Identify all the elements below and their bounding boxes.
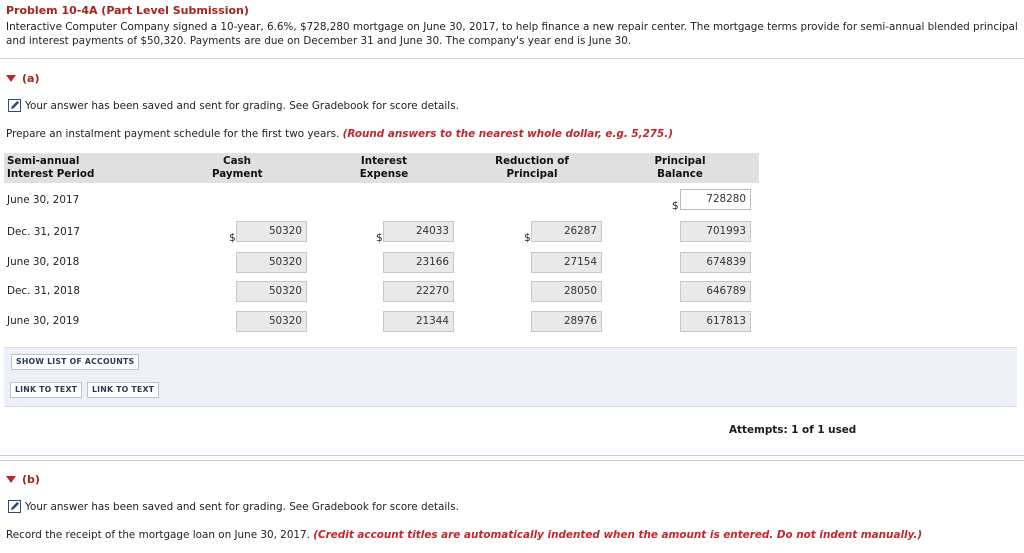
balance-input[interactable]: 674839 (680, 252, 751, 273)
interest-expense-input[interactable]: 23166 (383, 252, 454, 273)
currency-sign: $ (229, 232, 236, 244)
principal-reduction-input[interactable]: 27154 (531, 252, 602, 273)
divider (0, 58, 1024, 59)
col-header-period: Semi-annual Interest Period (7, 155, 95, 180)
instruction-a-note: (Round answers to the nearest whole dollar, e.g. 5,275.) (342, 128, 673, 140)
link-to-text-button[interactable]: LINK TO TEXT (10, 382, 82, 398)
principal-reduction-input[interactable]: 28976 (531, 311, 602, 332)
currency-sign: $ (376, 232, 383, 244)
schedule-table-header (4, 153, 759, 183)
divider (0, 455, 1024, 456)
problem-title: Problem 10-4A (Part Level Submission) (6, 4, 249, 17)
balance-input[interactable]: 617813 (680, 311, 751, 332)
part-a-label: (a) (22, 72, 40, 85)
part-a-toggle[interactable] (6, 72, 39, 85)
col-header-balance: Principal Balance (654, 155, 706, 180)
col-header-interest: Interest Expense (359, 155, 409, 180)
cash-payment-input[interactable]: 50320 (236, 281, 307, 302)
row-period: June 30, 2017 (7, 194, 80, 206)
col-header-reduction: Reduction of Principal (495, 155, 569, 180)
edit-pencil-icon (8, 500, 22, 513)
edit-pencil-icon (8, 99, 22, 112)
balance-input[interactable]: 646789 (680, 281, 751, 302)
instruction-a-text: Prepare an instalment payment schedule for the first two years. (6, 128, 340, 140)
saved-notice-a (8, 99, 459, 112)
currency-sign: $ (672, 200, 679, 212)
row-period: June 30, 2018 (7, 256, 80, 268)
resources-panel (4, 347, 1017, 407)
show-list-of-accounts-button[interactable]: SHOW LIST OF ACCOUNTS (11, 354, 139, 370)
balance-input[interactable]: 728280 (680, 189, 751, 210)
interest-expense-input[interactable]: 21344 (383, 311, 454, 332)
currency-sign: $ (524, 232, 531, 244)
principal-reduction-input[interactable]: 26287 (531, 221, 602, 242)
collapse-triangle-icon (6, 476, 16, 483)
divider (0, 460, 1024, 461)
balance-input[interactable]: 701993 (680, 221, 751, 242)
interest-expense-input[interactable]: 22270 (383, 281, 454, 302)
part-b-toggle[interactable] (6, 473, 40, 486)
saved-notice-b (8, 500, 459, 513)
cash-payment-input[interactable]: 50320 (236, 252, 307, 273)
instruction-a (6, 128, 673, 140)
saved-message-a: Your answer has been saved and sent for grading. See Gradebook for score details. (25, 99, 459, 112)
row-period: Dec. 31, 2017 (7, 226, 80, 238)
col-header-cash: Cash Payment (212, 155, 263, 180)
saved-message-b: Your answer has been saved and sent for grading. See Gradebook for score details. (25, 500, 459, 513)
instruction-b-text: Record the receipt of the mortgage loan on June 30, 2017. (6, 529, 310, 541)
attempts-counter: Attempts: 1 of 1 used (729, 424, 857, 436)
cash-payment-input[interactable]: 50320 (236, 221, 307, 242)
interest-expense-input[interactable]: 24033 (383, 221, 454, 242)
row-period: June 30, 2019 (7, 315, 80, 327)
cash-payment-input[interactable]: 50320 (236, 311, 307, 332)
problem-description: Interactive Computer Company signed a 10-year, 6.6%, $728,280 mortgage on June 30, 2017, to help finance a new repair center. The mortgage terms provide for semi-annual blended principal and interest payments of $50,320. Payments are due on December 31 and June 30. The company's year end is June 30. (6, 21, 1018, 47)
principal-reduction-input[interactable]: 28050 (531, 281, 602, 302)
part-b-label: (b) (22, 473, 40, 486)
link-to-text-button-2[interactable]: LINK TO TEXT (87, 382, 159, 398)
instruction-b-note: (Credit account titles are automatically indented when the amount is entered. Do not indent manually.) (313, 529, 923, 541)
collapse-triangle-icon (6, 75, 16, 82)
row-period: Dec. 31, 2018 (7, 285, 80, 297)
instruction-b (6, 529, 922, 541)
